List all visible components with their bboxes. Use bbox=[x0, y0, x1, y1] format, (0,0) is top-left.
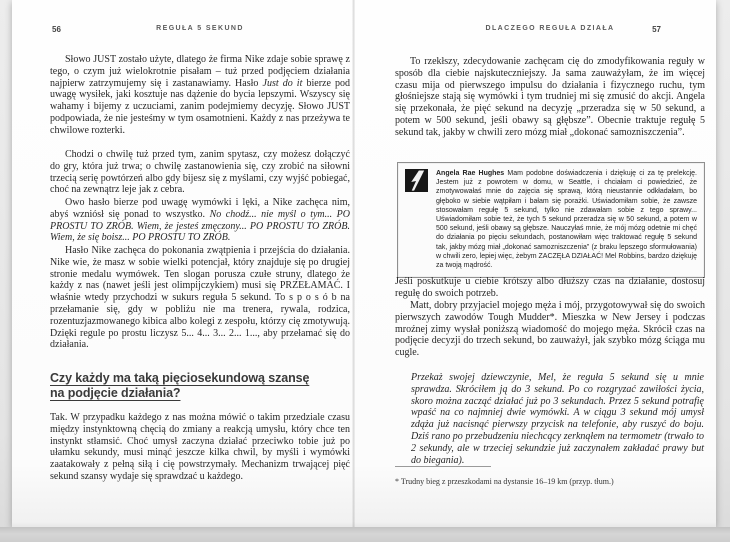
comment-text bbox=[436, 169, 697, 270]
paragraph-five-second-rule: Hasło Nike zachęca do pokonania zwątpienia i przejścia do działania. Nike wie, że masz w sobie wielki potencjał, który znajduje się po drugiej stronie medalu wymówek. Ten slogan porusza czułe struny, dlatego że każdy z nas (nawet jeśli jest olimpijczykiem) musi się PRZEŁAMAĆ. I właśnie wtedy przychodzi w sukurs reguła 5 sekund. To s p o s ó b na przełamanie się, gdy w pobliżu nie ma trenera, rywala, rodzica, rozentuzjazmowanego kibica albo kolegi z zespołu, którzy cię zmotywują. Dzięki regule po prostu liczysz 5... 4... 3... 2... 1..., aby przełamać się do działania. bbox=[50, 245, 350, 351]
running-header-title-right: DLACZEGO REGUŁA DZIAŁA bbox=[485, 25, 615, 32]
paragraph-adjust-rule: Jeśli poskutkuje u ciebie krótszy albo dłuższy czas na działanie, dostosuj regułę do swoich potrzeb. bbox=[395, 276, 705, 299]
person-photo-icon bbox=[405, 169, 428, 192]
footnote-text: * Trudny bieg z przeszkodami na dystansie 16–19 km (przyp. tłum.) bbox=[395, 477, 614, 486]
message-quote-block bbox=[395, 372, 705, 466]
section-heading bbox=[50, 371, 350, 400]
running-header-right bbox=[395, 25, 705, 37]
page-right bbox=[395, 0, 705, 527]
comment-author: Angela Rae Hughes bbox=[436, 170, 505, 177]
page-number-left: 56 bbox=[52, 25, 61, 34]
paragraph-text-italic: Just do it bbox=[262, 77, 303, 89]
page-gutter bbox=[352, 0, 355, 527]
paragraph-just-slogan bbox=[50, 54, 350, 137]
book-spread bbox=[12, 0, 716, 527]
footnote bbox=[395, 466, 705, 489]
paragraph-text-italic: No chodź... nie myśl o tym... PO PROSTU TO ZRÓB. Wiem, że jesteś zmęczony... PO PROSTU TO ZRÓB. Wiem, że się boisz... PO PROSTU TO ZRÓB. bbox=[50, 208, 350, 244]
paragraph-moment-before: Chodzi o chwilę tuż przed tym, zanim spytasz, czy możesz dołączyć do gry, która już trwa; o chwilę zastanowienia się, czy zrobić na siłowni trzecią serię powtórzeń albo gdy bijesz się z myślami, czy wyjść pobiegać, choć na zewnątrz leje jak z cebra. bbox=[50, 149, 350, 196]
section-heading-line1: Czy każdy ma taką pięciosekundową szansę bbox=[50, 371, 310, 385]
quote-text: Przekaż swojej dziewczynie, Mel, że reguła 5 sekund się u mnie sprawdza. Skróciłem ją do 3 sekund. Po co rozgryzać zawiłości życia, skoro można zacząć działać już po 3 sekundach. Przez 5 sekund potrafię wpaść na co najmniej dwie wymówki. A w ciągu 3 sekund mój umysł zdąża już nacisnąć pierwszy przycisk na telefonie, aby ruszyć do boju. Dziś rano po przebudzeniu niechcący zerknąłem na termometr (trwało to 2 sekundy, ale w trzeciej sekundzie już zaczynałem zakładać prawy but do biegania). bbox=[411, 372, 704, 466]
paragraph-matt-tough-mudder: Matt, dobry przyjaciel mojego męża i mój, przygotowywał się do swoich pierwszych zawodów Tough Mudder*. Mieszka w New Jersey i podczas mroźnej zimy wysłał poniższą wiadomość do mojego męża. Skrócił czas na podjęcie decyzji do trzech sekund, bo zauważył, jak szybko mózg ściąga mu cugle. bbox=[395, 300, 705, 359]
bottom-bar bbox=[0, 527, 730, 542]
paragraph-text: Słowo JUST zostało użyte, dlatego że firma Nike zdaje sobie sprawę z tego, o czym już wielokrotnie pisałam – tuż przed podjęciem działania najpierw zatrzymujemy się i zastanawiamy. Hasło bbox=[50, 54, 350, 89]
paragraph-text: Owo hasło bierze pod uwagę wymówki i lęki, a Nike zachęca nim, abyś wzniósł się ponad to wszystko. bbox=[50, 197, 350, 220]
running-header-left bbox=[50, 25, 350, 37]
paragraph-modify-rule: To rzekłszy, zdecydowanie zachęcam cię do zmodyfikowania reguły w sposób dla ciebie najskuteczniejszy. Ja sama zauważyłam, że im więcej czasu mija od pierwszego impulsu do działania i fizycznego ruchu, tym głośniejsze stają się wymówki i tym trudniej mi się zmusić do akcji. Angela się przekonała, że pięć sekund na decyzję „przeradza się w 50 sekund, a potem w 500 sekund, jeśli obawy są głębsze”. Obecnie traktuje regułę 5 sekund tak, jakby w chwili zero mózg miał „dokonać samozniszczenia”. bbox=[395, 56, 705, 138]
paragraph-text: bierze pod uwagę wysiłek, jaki kosztuje nas dążenie do bycia lepszymi. Wszyscy się wahamy i bijemy z uczuciami, zanim podejmiemy decyzję. Słowo JUST podpowiada, że nie jesteśmy w tym osamotnieni. Każdy z nas przeżywa te chwilowe rozterki. bbox=[50, 77, 350, 136]
page-number-right: 57 bbox=[652, 25, 661, 34]
reader-comment-box bbox=[397, 162, 705, 278]
comment-body-text: Mam podobne doświadczenia i dziękuję ci za tę prelekcję. Jestem już z powrotem w domu, w Seattle, i chciałam ci powiedzieć, że zmotywowałaś mnie do zajęcia się sprawą, którą nieustannie odkładałam, bo głęboko w siebie wątpiłam i bałam się porażki. Uświadomiłam sobie, że zawsze stosowałam regułę 5 sekund, tylko nie zdawałam sobie z tego sprawy... Uświadomiłam sobie też, że tych 5 sekund przeradza się w 50 sekund, a potem w 500 sekund, jeśli obawy są głębsze. Nauczyłaś mnie, że mój mózg odetnie mi chęć do działania po pięciu sekundach, postanowiłam więc traktować regułę 5 sekund tak, jakby mózg miał „dokonać samozniszczenia” (z braku lepszego sformułowania) w chwili zero, lepiej więc, żebym ZACZĘŁA DZIAŁAĆ! Mel Robbins, bardzo dziękuję za twoją mądrość. bbox=[436, 170, 697, 270]
avatar bbox=[405, 169, 428, 192]
footnote-rule bbox=[395, 466, 491, 467]
paragraph-answer-yes: Tak. W przypadku każdego z nas można mówić o takim przedziale czasu między instynktowną chęcią do zmiany a reakcją umysłu, który chce ten instynkt stłamsić. Choć umysł zaczyna działać przeciwko tobie już po ułamku sekundy, musi minąć jeszcze kilka chwil, by myśli i wymówki zaatakowały z pełną siłą i cię powstrzymały. Mechanizm trwającej pięć sekund szansy wydaje się sprawdzać u każdego. bbox=[50, 412, 350, 482]
running-header-title-left: REGUŁA 5 SEKUND bbox=[156, 25, 244, 32]
paragraph-nike-encourages bbox=[50, 197, 350, 244]
page-left bbox=[50, 0, 350, 527]
section-heading-line2: na podjęcie działania? bbox=[50, 385, 181, 400]
